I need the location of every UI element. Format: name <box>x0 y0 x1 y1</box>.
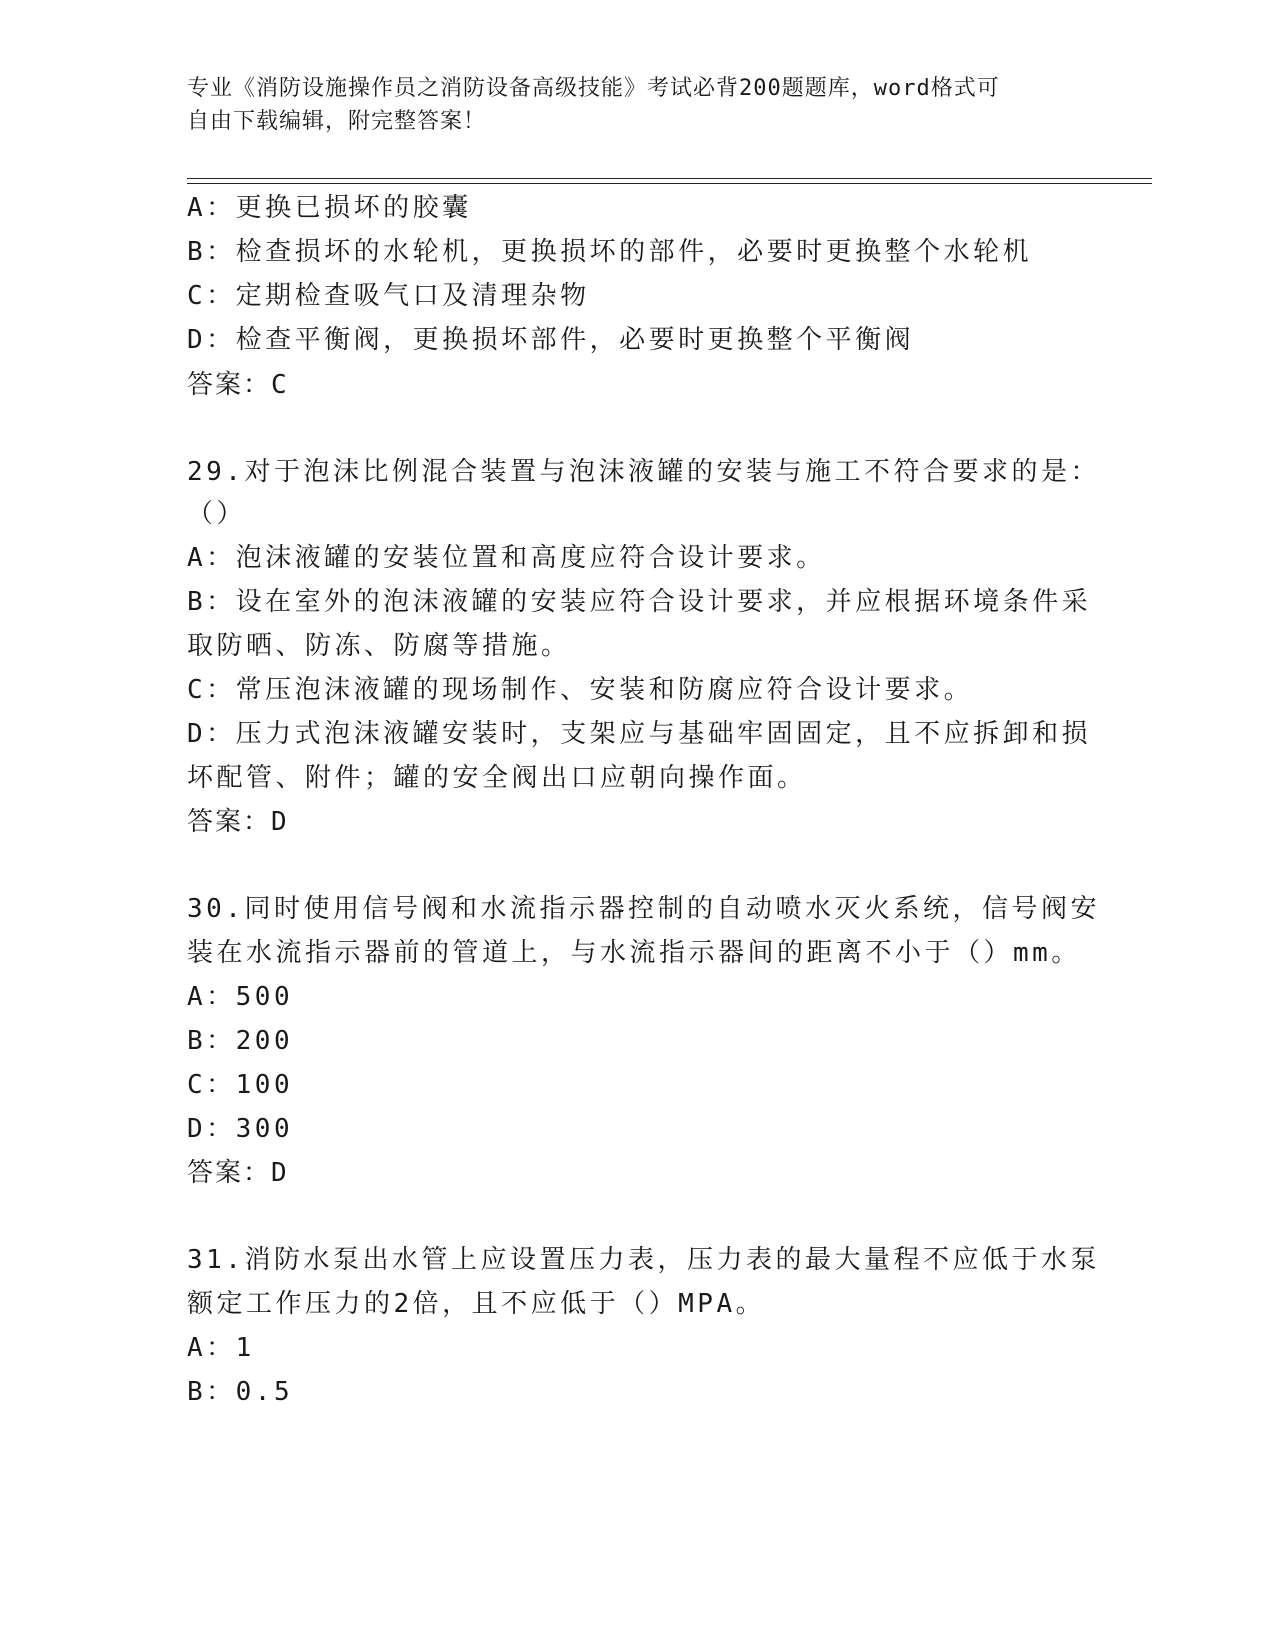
q28-option-c: C：定期检查吸气口及清理杂物 <box>187 281 590 311</box>
q29-option-c: C：常压泡沫液罐的现场制作、安装和防腐应符合设计要求。 <box>187 675 974 705</box>
q31-stem-line-1: 31.消防水泵出水管上应设置压力表，压力表的最大量程不应低于水泵 <box>187 1245 1100 1275</box>
q28-option-a: A：更换已损坏的胶囊 <box>187 193 472 223</box>
q29-stem-line-1: 29.对于泡沫比例混合装置与泡沫液罐的安装与施工不符合要求的是： <box>187 457 1100 487</box>
q29-answer <box>187 806 1087 838</box>
q30-option-d: D：300 <box>187 1114 294 1144</box>
q31-stem-line-2: 额定工作压力的2倍，且不应低于（）MPA。 <box>187 1289 766 1319</box>
answer-value: D <box>271 807 287 837</box>
q30-option-a: A：500 <box>187 982 294 1012</box>
q31-option-b: B：0.5 <box>187 1377 294 1407</box>
q31-option-a: A：1 <box>187 1333 255 1363</box>
q30-stem-line-2: 装在水流指示器前的管道上，与水流指示器间的距离不小于（）mm。 <box>187 938 1081 968</box>
header-line-2: 自由下载编辑，附完整答案！ <box>187 109 487 134</box>
q29-option-b-line-2: 取防晒、防冻、防腐等措施。 <box>187 631 571 661</box>
answer-value: C <box>271 370 287 400</box>
q29-stem-line-2: （） <box>187 499 247 529</box>
q29-option-d-line-1: D：压力式泡沫液罐安装时，支架应与基础牢固固定，且不应拆卸和损 <box>187 719 1092 749</box>
header-line-1: 专业《消防设施操作员之消防设备高级技能》考试必背200题题库，word格式可 <box>187 76 1000 101</box>
q30-answer <box>187 1157 1087 1189</box>
q29-option-b-line-1: B：设在室外的泡沫液罐的安装应符合设计要求，并应根据环境条件采 <box>187 587 1092 617</box>
q30-option-b: B：200 <box>187 1026 294 1056</box>
q28-answer <box>187 369 1087 401</box>
document-header <box>187 72 1087 138</box>
q29-option-a: A：泡沫液罐的安装位置和高度应符合设计要求。 <box>187 543 826 573</box>
header-divider-bottom <box>187 183 1152 184</box>
answer-value: D <box>271 1158 287 1188</box>
q29-option-d-line-2: 坏配管、附件；罐的安全阀出口应朝向操作面。 <box>187 763 807 793</box>
header-divider-top <box>187 178 1152 179</box>
q30-stem-line-1: 30.同时使用信号阀和水流指示器控制的自动喷水灭火系统，信号阀安 <box>187 894 1100 924</box>
q28-option-b: B：检查损坏的水轮机，更换损坏的部件，必要时更换整个水轮机 <box>187 237 1033 267</box>
q30-option-c: C：100 <box>187 1070 294 1100</box>
answer-label: 答案： <box>187 807 272 837</box>
answer-label: 答案： <box>187 370 272 400</box>
q28-option-d: D：检查平衡阀，更换损坏部件，必要时更换整个平衡阀 <box>187 325 915 355</box>
answer-label: 答案： <box>187 1158 272 1188</box>
